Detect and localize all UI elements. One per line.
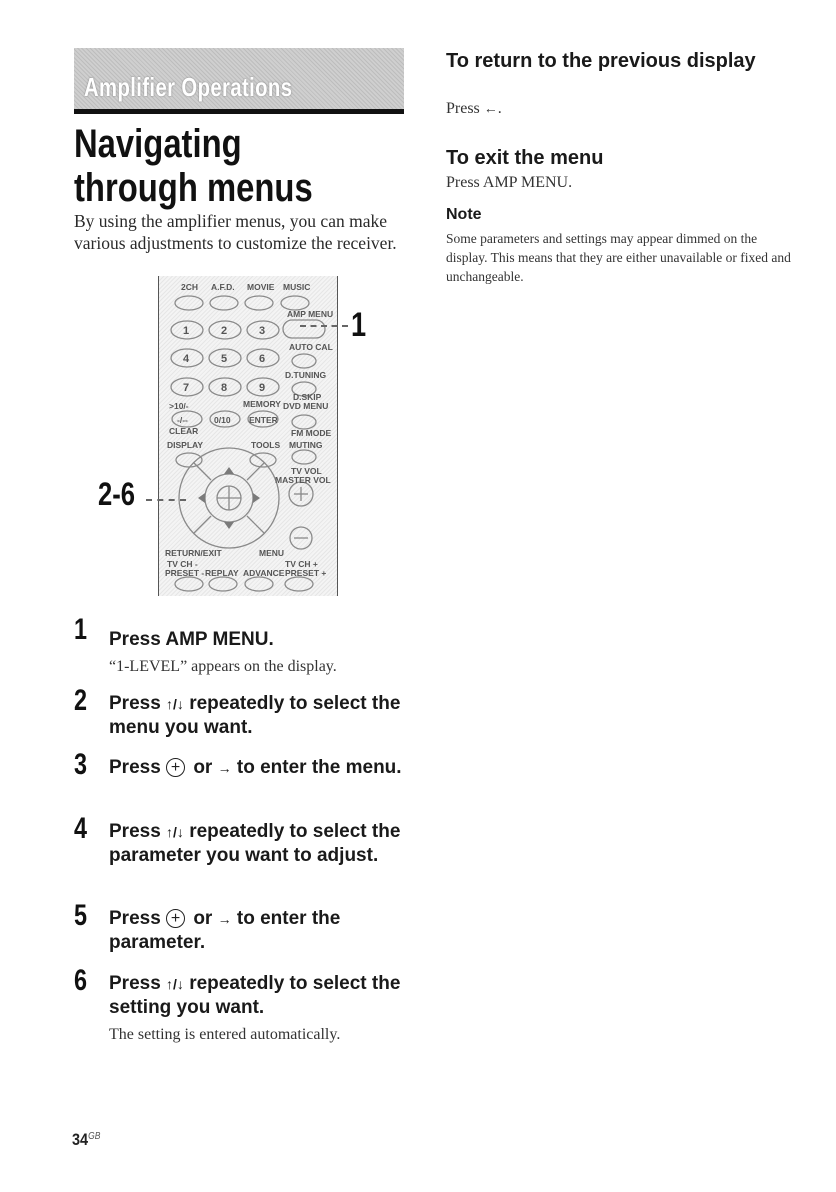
callout-step-1: 1 xyxy=(351,306,367,344)
remote-key-4: 4 xyxy=(183,353,190,365)
step-number: 5 xyxy=(74,899,88,932)
remote-label-tv-vol: TV VOL xyxy=(291,466,322,476)
exit-heading: To exit the menu xyxy=(446,147,604,169)
right-arrow-icon: → xyxy=(217,911,232,927)
step-instruction: Press ↑/↓ repeatedly to select the menu you want. xyxy=(109,693,401,738)
step-number: 6 xyxy=(74,964,88,997)
note-heading: Note xyxy=(446,206,482,223)
step-instruction: Press + or → to enter the parameter. xyxy=(109,907,419,955)
intro-paragraph: By using the amplifier menus, you can make various adjustments to customize the receiver. xyxy=(74,211,397,253)
right-arrow-icon: → xyxy=(217,760,232,776)
callout-steps-2-6: 2-6 xyxy=(98,476,135,512)
remote-label-memory: MEMORY xyxy=(243,399,281,409)
remote-control-drawing xyxy=(159,276,337,596)
remote-label-d-skip: D.SKIP xyxy=(293,392,322,402)
step-result: The setting is entered automatically. xyxy=(109,1026,341,1043)
step-result: “1-LEVEL” appears on the display. xyxy=(109,658,337,675)
page-title: Navigating through menus xyxy=(74,122,313,210)
page-region-code: GB xyxy=(88,1131,101,1142)
enter-circle-icon xyxy=(166,758,185,777)
section-banner-text: Amplifier Operations xyxy=(84,72,293,102)
remote-label-dvd-menu: DVD MENU xyxy=(283,401,329,411)
remote-control-illustration xyxy=(158,276,338,596)
step-number: 1 xyxy=(74,613,88,646)
remote-key-5: 5 xyxy=(221,353,228,365)
note-text: Some parameters and settings may appear dimmed on the display. This means that they are either unavailable or fixed and unchangeable. xyxy=(446,231,791,284)
remote-label-amp-menu: AMP MENU xyxy=(287,309,334,319)
remote-label-fm-mode: FM MODE xyxy=(291,428,332,438)
left-arrow-icon: ← xyxy=(483,102,498,117)
remote-label-replay: REPLAY xyxy=(205,568,239,578)
remote-key-3: 3 xyxy=(259,325,266,337)
remote-label-menu: MENU xyxy=(259,548,285,558)
remote-key-7: 7 xyxy=(183,382,190,394)
remote-label-preset-minus: PRESET - xyxy=(165,568,205,578)
callout-leader-line xyxy=(300,325,348,327)
remote-label-muting: MUTING xyxy=(289,440,323,450)
up-down-arrows-icon: ↑/↓ xyxy=(166,824,184,840)
return-body: Press ←. xyxy=(446,100,502,117)
remote-label-afd: A.F.D. xyxy=(211,282,235,292)
callout-leader-line xyxy=(146,499,186,501)
step-instruction: Press + or → to enter the menu. xyxy=(109,756,419,780)
remote-label-auto-cal: AUTO CAL xyxy=(289,342,333,352)
remote-label-d-tuning: D.TUNING xyxy=(285,370,327,380)
remote-label-clear: CLEAR xyxy=(169,426,199,436)
step-instruction: Press ↑/↓ repeatedly to select the parameter you want to adjust. xyxy=(109,821,401,866)
section-banner xyxy=(74,48,404,114)
remote-label-movie: MOVIE xyxy=(247,282,275,292)
remote-label-advance: ADVANCE xyxy=(243,568,285,578)
step-number: 2 xyxy=(74,684,88,717)
remote-label-return-exit: RETURN/EXIT xyxy=(165,548,222,558)
step-instruction: Press ↑/↓ repeatedly to select the setting you want. xyxy=(109,973,401,1018)
remote-key-1: 1 xyxy=(183,325,190,337)
remote-key-2: 2 xyxy=(221,325,228,337)
remote-key-9: 9 xyxy=(259,382,266,394)
remote-label-preset-plus: PRESET + xyxy=(285,568,327,578)
remote-label-tv-ch-plus: TV CH + xyxy=(285,559,318,569)
step-instruction: Press AMP MENU. xyxy=(109,629,274,650)
remote-label-dash: -/-- xyxy=(177,415,188,425)
exit-body: Press AMP MENU. xyxy=(446,174,573,191)
enter-circle-icon xyxy=(166,909,185,928)
remote-label-tools: TOOLS xyxy=(251,440,281,450)
remote-key-6: 6 xyxy=(259,353,266,365)
up-down-arrows-icon: ↑/↓ xyxy=(166,976,184,992)
remote-label-display: DISPLAY xyxy=(167,440,204,450)
page-number: $34^{GB}$ xyxy=(72,1130,101,1149)
remote-label-master-vol: MASTER VOL xyxy=(275,475,331,485)
up-down-arrows-icon: ↑/↓ xyxy=(166,696,184,712)
remote-label-tv-ch-minus: TV CH - xyxy=(167,559,198,569)
remote-label-2ch: 2CH xyxy=(181,282,199,292)
remote-label-0-10: 0/10 xyxy=(214,415,231,425)
remote-label-enter: ENTER xyxy=(249,415,278,425)
step-number: 4 xyxy=(74,812,88,845)
remote-key-8: 8 xyxy=(221,382,228,394)
remote-label-plus10: >10/- xyxy=(169,401,189,411)
step-number: 3 xyxy=(74,748,88,781)
return-heading: To return to the previous display xyxy=(446,50,756,72)
remote-label-music: MUSIC xyxy=(283,282,311,292)
